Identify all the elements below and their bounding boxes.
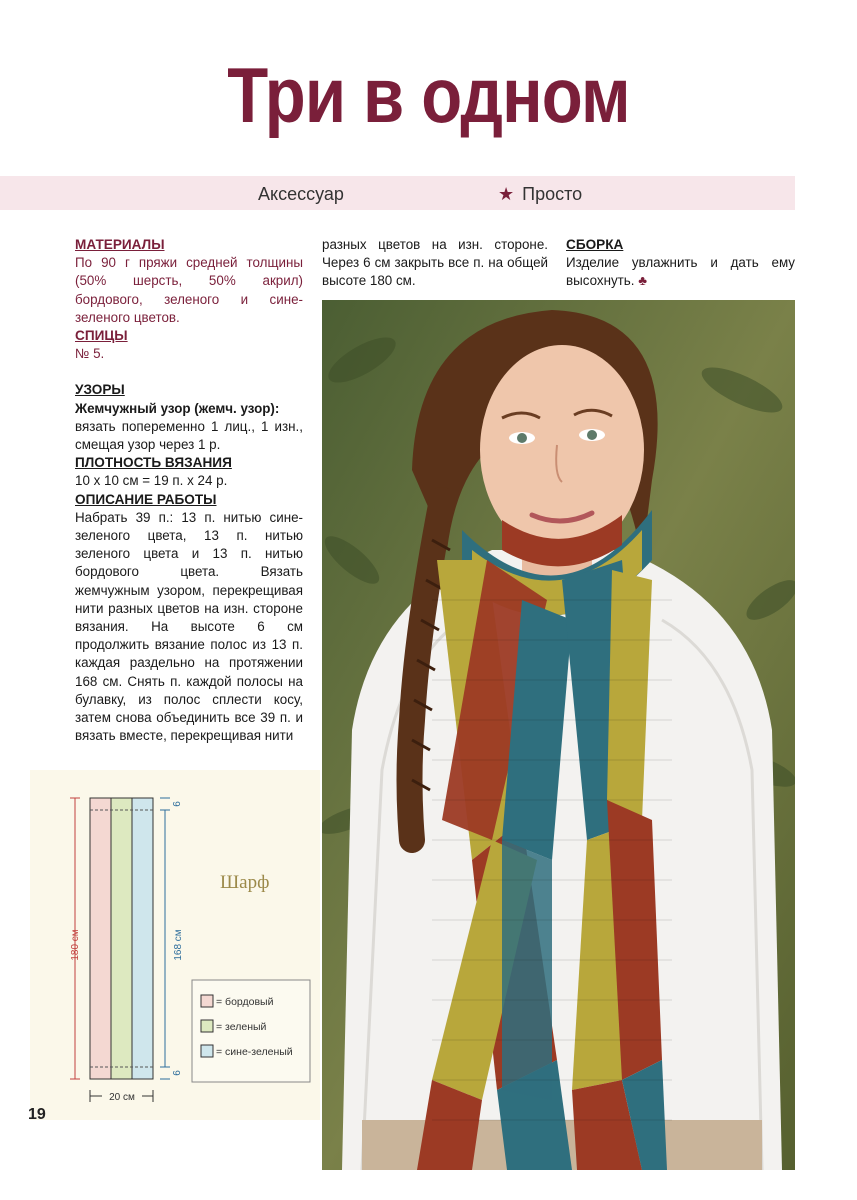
top-band-label: 6 [172,801,183,807]
page-title: Три в одном [227,51,630,139]
width-label: 20 см [109,1092,135,1103]
legend-item-green: = зеленый [216,1021,267,1033]
page-number: 19 [28,1106,46,1123]
scarf-schematic [30,770,320,1120]
scarf-schematic-drawing [30,770,320,1120]
pattern-text: вязать попеременно 1 лиц., 1 изн., смещая узор через 1 р. [75,418,303,453]
needles-text: № 5. [75,346,105,362]
star-icon: ★ [498,184,515,204]
total-height-label: 180 см [70,929,81,961]
materials-heading: МАТЕРИАЛЫ [75,237,165,252]
legend-item-burgundy: = бордовый [216,996,274,1008]
description-continued: разных цветов на изн. стороне. Через 6 см закрыть все п. на общей высоте 180 см. [322,237,548,289]
patterns-heading: УЗОРЫ [75,382,125,398]
legend-item-teal: = сине-зеленый [216,1046,293,1058]
gauge-heading: ПЛОТНОСТЬ ВЯЗАНИЯ [75,455,232,471]
description-text: Набрать 39 п.: 13 п. нитью сине-зеленого цвета, 13 п. нитью зеленого цвета и 13 п. нитью бордового цвета. Вязать жемчужным узором, перекрещивая нити разных цветов на изн. стороне вязания. На высоте 6 см продолжить вязание полос из 13 п. каждая раздельно на протяжении 168 см. Снять п. каждой полосы на булавку, из полос сплести косу, затем снова объединить все 39 п. и вязать вместе, перекрещивая нити [75,509,303,744]
pattern-name: Жемчужный узор (жемч. узор): [75,400,280,416]
bottom-band-label: 6 [172,1070,183,1076]
materials-text: По 90 г пряжи средней толщины (50% шерсть, 50% акрил) бордового, зеленого и сине-зеленого цветов. [75,255,303,325]
needles-heading: СПИЦЫ [75,328,128,344]
assembly-text: Изделие увлажнить и дать ему высохнуть. ♣ [566,255,795,289]
instructions-column-3 [566,236,795,291]
assembly-heading: СБОРКА [566,237,624,252]
info-band [0,176,795,210]
model-photo [322,300,795,1170]
difficulty-text: Просто [522,184,583,204]
scarf-photo-illustration [322,300,795,1170]
club-icon: ♣ [638,273,648,289]
diagram-title: Шарф [220,872,270,893]
difficulty-label [498,184,582,205]
description-heading: ОПИСАНИЕ РАБОТЫ [75,491,217,507]
category-label: Аксессуар [258,184,344,204]
instructions-column-2 [322,236,548,291]
instructions-column-1 [75,236,303,745]
strip-height-label: 168 см [173,929,184,961]
gauge-text: 10 x 10 см = 19 п. x 24 р. [75,473,228,489]
